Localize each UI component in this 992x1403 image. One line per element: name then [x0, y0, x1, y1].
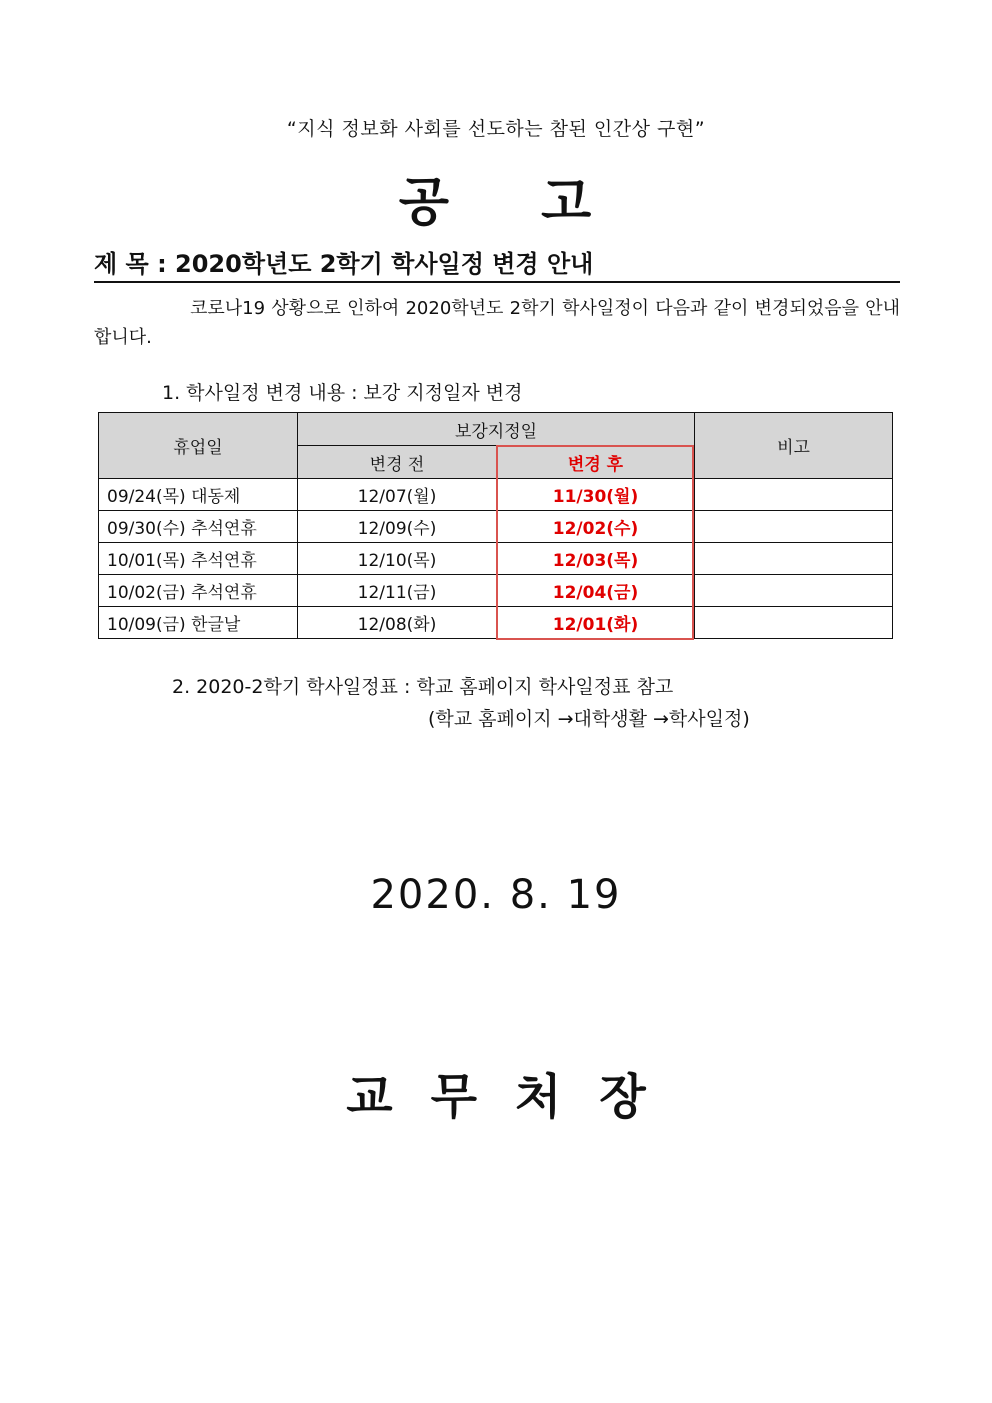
notice-title — [0, 160, 992, 235]
section-2-heading: 2. 2020-2학기 학사일정표 : 학교 홈페이지 학사일정표 참고 — [172, 676, 674, 698]
motto: “지식 정보화 사회를 선도하는 참된 인간상 구현” — [286, 118, 706, 140]
cell-before: 12/11(금) — [298, 575, 497, 607]
section-2-path: (학교 홈페이지 →대학생활 →학사일정) — [428, 708, 750, 730]
table-row — [99, 511, 893, 543]
cell-before: 12/10(목) — [298, 543, 497, 575]
header-remarks: 비고 — [695, 413, 893, 479]
cell-closed-day: 10/09(금) 한글날 — [99, 607, 298, 639]
cell-remarks — [695, 575, 893, 607]
cell-remarks — [695, 511, 893, 543]
cell-before: 12/09(수) — [298, 511, 497, 543]
header-makeup-group: 보강지정일 — [298, 413, 695, 446]
cell-after: 12/02(수) — [497, 511, 695, 543]
cell-remarks — [695, 543, 893, 575]
cell-closed-day: 10/02(금) 추석연휴 — [99, 575, 298, 607]
header-after: 변경 후 — [497, 446, 695, 479]
cell-closed-day: 10/01(목) 추석연휴 — [99, 543, 298, 575]
cell-after: 12/03(목) — [497, 543, 695, 575]
cell-closed-day: 09/24(목) 대동제 — [99, 479, 298, 511]
notice-title-char-1: 공 — [398, 173, 451, 233]
header-before: 변경 전 — [298, 446, 497, 479]
table-row — [99, 479, 893, 511]
cell-closed-day: 09/30(수) 추석연휴 — [99, 511, 298, 543]
schedule-table — [98, 412, 893, 639]
notice-title-char-2: 고 — [541, 173, 594, 233]
table-row — [99, 607, 893, 639]
subject-heading: 제 목 : 2020학년도 2학기 학사일정 변경 안내 — [94, 250, 594, 278]
intro-paragraph: 코로나19 상황으로 인하여 2020학년도 2학기 학사일정이 다음과 같이 변경되었음을 안내합니다. — [94, 298, 900, 348]
signature: 교무처장 — [346, 1069, 684, 1125]
subject-divider — [94, 281, 900, 283]
cell-after: 12/04(금) — [497, 575, 695, 607]
table-row — [99, 543, 893, 575]
cell-before: 12/08(화) — [298, 607, 497, 639]
cell-remarks — [695, 479, 893, 511]
section-1-heading: 1. 학사일정 변경 내용 : 보강 지정일자 변경 — [162, 382, 523, 404]
cell-before: 12/07(월) — [298, 479, 497, 511]
cell-after: 11/30(월) — [497, 479, 695, 511]
cell-after: 12/01(화) — [497, 607, 695, 639]
table-row — [99, 575, 893, 607]
header-closed-day: 휴업일 — [99, 413, 298, 479]
cell-remarks — [695, 607, 893, 639]
issue-date: 2020. 8. 19 — [370, 872, 622, 918]
